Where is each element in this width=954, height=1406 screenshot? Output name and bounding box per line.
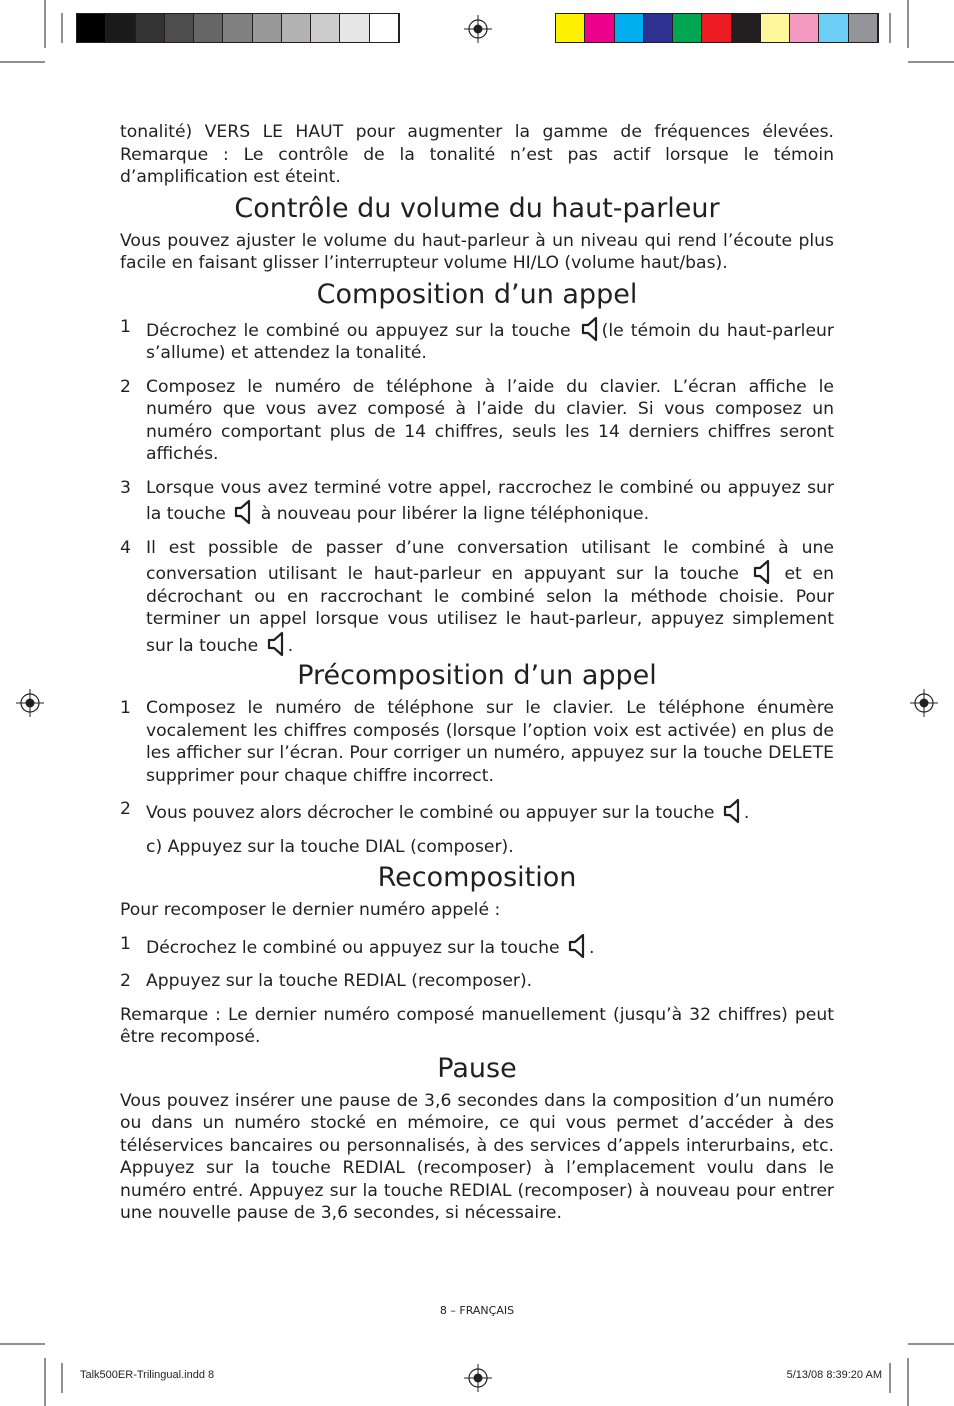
color-swatch	[849, 14, 878, 42]
item-text-post: à nouveau pour libérer la ligne téléphonique.	[260, 504, 650, 524]
item-number: 4	[120, 537, 131, 558]
color-swatch	[585, 14, 614, 42]
color-swatch	[311, 14, 340, 42]
speaker-icon	[266, 631, 286, 657]
grayscale-color-bar	[76, 13, 400, 43]
list-item	[120, 376, 834, 466]
color-swatch	[77, 14, 106, 42]
section-title-volume: Contrôle du volume du haut-parleur	[234, 192, 720, 224]
color-swatch	[819, 14, 848, 42]
item-text	[146, 537, 834, 658]
remark-label: Remarque	[120, 1004, 209, 1025]
color-swatch	[194, 14, 223, 42]
page-footer: 8 – FRANÇAIS	[439, 1304, 515, 1317]
item-text	[146, 933, 834, 960]
color-swatch	[370, 14, 399, 42]
recomposition-intro: Pour recomposer le dernier numéro appelé :	[120, 900, 501, 920]
list-item	[120, 316, 834, 365]
color-swatch	[253, 14, 282, 42]
section-title-pause: Pause	[437, 1052, 517, 1084]
slug-filename: Talk500ER-Trilingual.indd 8	[80, 1369, 215, 1381]
remark-text: : Le contrôle de la tonalité n’est pas actif lorsque le témoin d’amplification est éteint.	[120, 144, 834, 187]
intro-paragraph	[120, 121, 834, 189]
item-number: 2	[120, 971, 131, 991]
color-swatch	[136, 14, 165, 42]
speaker-icon	[722, 798, 742, 824]
page-content	[120, 121, 834, 1225]
list-item	[120, 477, 834, 526]
list-item	[120, 697, 834, 787]
speaker-icon	[567, 933, 587, 959]
item-text-pre: Il est possible de passer d’une conversation utilisant le combiné à une conversation utilisant le haut-parleur en appuyant sur la touche	[146, 537, 834, 584]
list-item	[120, 537, 834, 658]
process-color-bar	[555, 13, 879, 43]
sub-step-c: c) Appuyez sur la touche DIAL (composer).	[146, 836, 514, 857]
item-text	[146, 798, 834, 825]
intro-line: tonalité) VERS LE HAUT pour augmenter la gamme de fréquences élevées.	[120, 122, 834, 142]
item-number: 1	[120, 698, 131, 718]
item-text-pre: Vous pouvez alors décrocher le combiné ou appuyer sur la touche	[146, 803, 715, 823]
color-swatch	[340, 14, 369, 42]
item-number: 1	[120, 933, 131, 954]
color-swatch	[644, 14, 673, 42]
item-text-pre: Décrochez le combiné ou appuyez sur la touche	[146, 320, 571, 341]
color-swatch	[165, 14, 194, 42]
remark-label: Remarque	[120, 144, 209, 165]
color-swatch	[282, 14, 311, 42]
list-item	[120, 933, 834, 960]
item-number: 2	[120, 799, 131, 819]
color-swatch	[790, 14, 819, 42]
color-swatch	[556, 14, 585, 42]
registration-mark-top	[464, 15, 492, 43]
pause-paragraph: Vous pouvez insérer une pause de 3,6 secondes dans la composition d’un numéro ou dans un numéro stocké en mémoire, ce qui vous permet d’accéder à des téléservices bancaires ou personnalisés, à des services d’appels interurbains, etc. Appuyez sur la touche REDIAL (recomposer) à l’emplacement voulu dans le numéro entré. Appuyez sur la touche REDIAL (recomposer) à nouveau pour entrer une nouvelle pause de 3,6 secondes, si nécessaire.	[120, 1090, 834, 1223]
volume-paragraph: Vous pouvez ajuster le volume du haut-parleur à un niveau qui rend l’écoute plus facile en faisant glisser l’interrupteur volume HI/LO (volume haut/bas).	[120, 230, 834, 273]
slug-timestamp: 5/13/08 8:39:20 AM	[786, 1369, 882, 1381]
section-title-recomposition: Recomposition	[377, 862, 577, 893]
color-swatch	[106, 14, 135, 42]
item-number: 3	[120, 477, 131, 498]
item-number: 2	[120, 376, 131, 397]
section-title-precomposition: Précomposition d’un appel	[297, 660, 657, 691]
color-swatch	[702, 14, 731, 42]
color-swatch	[673, 14, 702, 42]
section-title-composition: Composition d’un appel	[316, 278, 638, 310]
item-text-pre: Décrochez le combiné ou appuyez sur la touche	[146, 937, 560, 958]
speaker-icon	[580, 316, 600, 342]
item-text: Composez le numéro de téléphone sur le clavier. Le téléphone énumère vocalement les chiffres composés (lorsque l’option voix est activée) en plus de les afficher sur l’écran. Pour corriger un numéro, appuyez sur la touche DELETE supprimer pour chaque chiffre incorrect.	[146, 698, 834, 786]
item-text-post: .	[589, 937, 595, 958]
list-item	[120, 970, 834, 993]
item-text-post: (le témoin du haut-parleur s’allume) et attendez la tonalité.	[146, 320, 834, 363]
remark-text: : Le dernier numéro composé manuellement (jusqu’à 32 chiffres) peut être recomposé.	[120, 1004, 834, 1047]
list-item	[120, 798, 834, 825]
registration-mark-left	[16, 689, 44, 717]
item-text-post: .	[287, 635, 294, 656]
item-text	[146, 316, 834, 365]
item-text	[146, 477, 834, 526]
item-number: 1	[120, 316, 131, 337]
color-swatch	[615, 14, 644, 42]
item-text: Appuyez sur la touche REDIAL (recomposer).	[146, 971, 533, 991]
item-text-post: .	[743, 803, 750, 823]
registration-mark-bottom	[464, 1364, 492, 1392]
registration-mark-right	[910, 689, 938, 717]
item-text: Composez le numéro de téléphone à l’aide du clavier. L’écran affiche le numéro que vous avez composé à l’aide du clavier. Si vous composez un numéro comportant plus de 14 chiffres, seuls les 14 derniers chiffres seront affichés.	[146, 376, 834, 464]
item-text-mid: et en décrochant ou en raccrochant le combiné selon la méthode choisie. Pour terminer un appel lorsque vous utilisez le haut-parleur, appuyez simplement sur la touche	[146, 564, 835, 656]
recomposition-remark	[120, 1004, 834, 1049]
speaker-icon	[752, 559, 772, 585]
color-swatch	[223, 14, 252, 42]
color-swatch	[732, 14, 761, 42]
item-text-pre: Lorsque vous avez terminé votre appel, raccrochez le combiné ou appuyez sur la touche	[146, 477, 834, 524]
color-swatch	[761, 14, 790, 42]
speaker-icon	[233, 499, 253, 525]
